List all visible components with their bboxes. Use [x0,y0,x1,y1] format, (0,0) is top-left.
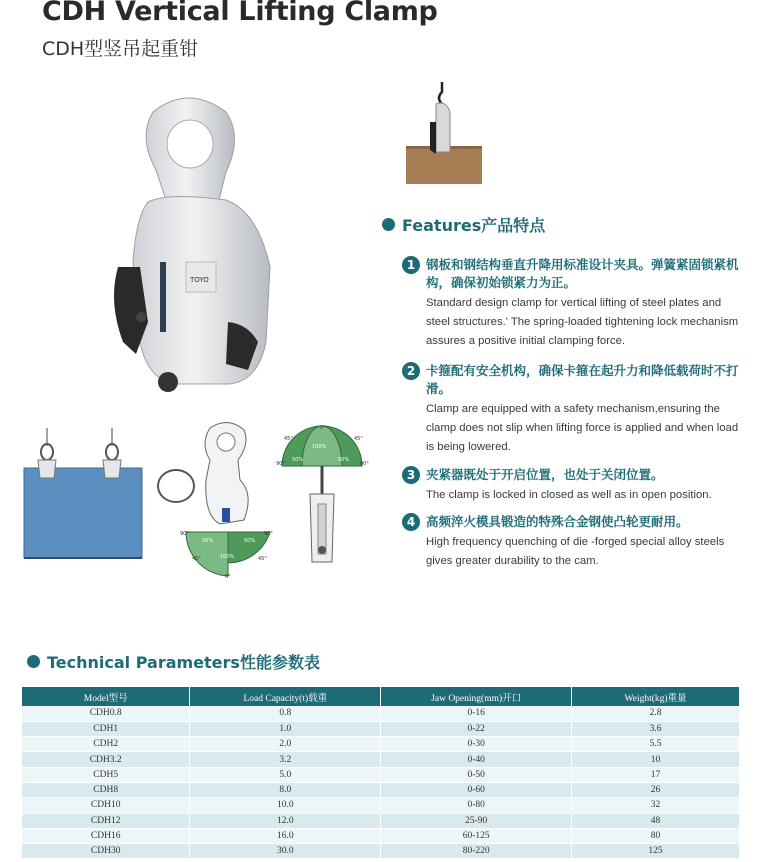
table-row [22,767,740,782]
cell-model: CDH1 [22,721,190,736]
cell-weight: 125 [572,844,740,859]
angle-label-45-top-right: 45° [354,436,363,442]
tech-heading-text: Technical Parameters性能参数表 [47,653,320,672]
cell-weight: 10 [572,752,740,767]
features-heading-text: Features产品特点 [402,216,546,235]
sector-label-100-top: 100% [312,444,327,450]
sector-label-50-top-right: 50% [338,457,350,463]
table-row [22,737,740,752]
angle-label-90-left: 90° [180,531,189,537]
feature-cn: 高频淬火模具锻造的特殊合金钢使凸轮更耐用。 [426,514,689,529]
cell-load: 30.0 [190,844,381,859]
page-subtitle: CDH型竖吊起重钳 [42,38,199,60]
clamp-angle-diagram [150,420,280,580]
angle-label-0-top: 0° [320,425,326,431]
sector-label-100: 100% [220,554,235,560]
cell-load: 3.2 [190,752,381,767]
cell-model: CDH2 [22,737,190,752]
feature-item [402,256,742,351]
cell-jaw: 0-80 [381,798,572,813]
table-row [22,828,740,843]
usage-photo [406,82,482,184]
column-header-load: Load Capacity(t)载重 [190,687,381,706]
brand-label: TOYO [190,276,209,284]
table-row [22,798,740,813]
feature-en: Clamp are equipped with a safety mechanism,ensuring the clamp does not slip when lifting force is applied and when load is being lowered. [426,403,739,453]
number-badge: 4 [402,513,420,531]
cell-weight: 32 [572,798,740,813]
cell-model: CDH12 [22,813,190,828]
feature-item [402,513,742,571]
feature-cn: 夹紧器既处于开启位置，也处于关闭位置。 [426,467,664,482]
cell-jaw: 0-16 [381,706,572,721]
cell-jaw: 0-50 [381,767,572,782]
cell-weight: 17 [572,767,740,782]
number-badge: 3 [402,466,420,484]
cell-jaw: 80-220 [381,844,572,859]
cell-weight: 5.5 [572,737,740,752]
sector-label-50-top-left: 50% [292,457,304,463]
feature-en: Standard design clamp for vertical lifting of steel plates and steel structures.' The spring-loaded tightening lock mechanism assures a positive initial clamping force. [426,297,739,347]
bullet-icon [27,655,40,668]
cell-jaw: 0-22 [381,721,572,736]
table-row [22,844,740,859]
number-badge: 1 [402,256,420,274]
cell-model: CDH10 [22,798,190,813]
column-header-jaw: Jaw Opening(mm)开口 [381,687,572,706]
table-row [22,706,740,721]
sector-label-50-left: 50% [202,538,214,544]
feature-item [402,466,742,505]
cell-load: 1.0 [190,721,381,736]
column-header-model: Model型号 [22,687,190,706]
angle-label-90-top-right: 90° [360,461,369,467]
cell-weight: 48 [572,813,740,828]
cell-model: CDH3.2 [22,752,190,767]
tech-heading [27,650,320,673]
cell-load: 8.0 [190,782,381,797]
cell-jaw: 0-60 [381,782,572,797]
feature-en: High frequency quenching of die -forged special alloy steels gives greater durability to the cam. [426,536,725,567]
column-header-weight: Weight(kg)重量 [572,687,740,706]
parameters-table [22,687,740,859]
table-row [22,782,740,797]
page-title: CDH Vertical Lifting Clamp [42,0,438,27]
angle-label-45-left: 45° [192,556,201,562]
angle-label-90-top-left: 90° [276,461,285,467]
table-row [22,813,740,828]
angle-label-45-right: 45° [258,556,267,562]
feature-cn: 钢板和钢结构垂直升降用标准设计夹具。弹簧紧固锁紧机构，确保初始锁紧力为正。 [426,257,739,290]
cell-model: CDH30 [22,844,190,859]
number-badge: 2 [402,362,420,380]
cell-jaw: 0-30 [381,737,572,752]
angle-label-90-right: 90° [264,531,273,537]
table-row [22,721,740,736]
cell-load: 5.0 [190,767,381,782]
table-header-row [22,687,740,706]
clamp-side-diagram [276,424,372,574]
bullet-icon [382,218,395,231]
cell-model: CDH8 [22,782,190,797]
cell-model: CDH0.8 [22,706,190,721]
cell-load: 12.0 [190,813,381,828]
cell-jaw: 0-40 [381,752,572,767]
cell-weight: 26 [572,782,740,797]
angle-label-45-top-left: 45° [284,436,293,442]
cell-weight: 2.8 [572,706,740,721]
feature-cn: 卡箍配有安全机构，确保卡箍在起升力和降低载荷时不打滑。 [426,363,739,396]
feature-item [402,362,742,457]
cell-load: 0.8 [190,706,381,721]
cell-load: 10.0 [190,798,381,813]
sector-label-50-right: 50% [244,538,256,544]
cell-model: CDH16 [22,828,190,843]
cell-jaw: 60-125 [381,828,572,843]
cell-load: 2.0 [190,737,381,752]
cell-load: 16.0 [190,828,381,843]
feature-en: The clamp is locked in closed as well as in open position. [426,489,712,501]
angle-label-0: 0° [225,574,231,580]
cell-weight: 80 [572,828,740,843]
plate-lifting-diagram [18,424,146,564]
clamp-product-image [108,92,278,402]
features-heading [382,213,545,236]
cell-weight: 3.6 [572,721,740,736]
cell-model: CDH5 [22,767,190,782]
cell-jaw: 25-90 [381,813,572,828]
table-row [22,752,740,767]
